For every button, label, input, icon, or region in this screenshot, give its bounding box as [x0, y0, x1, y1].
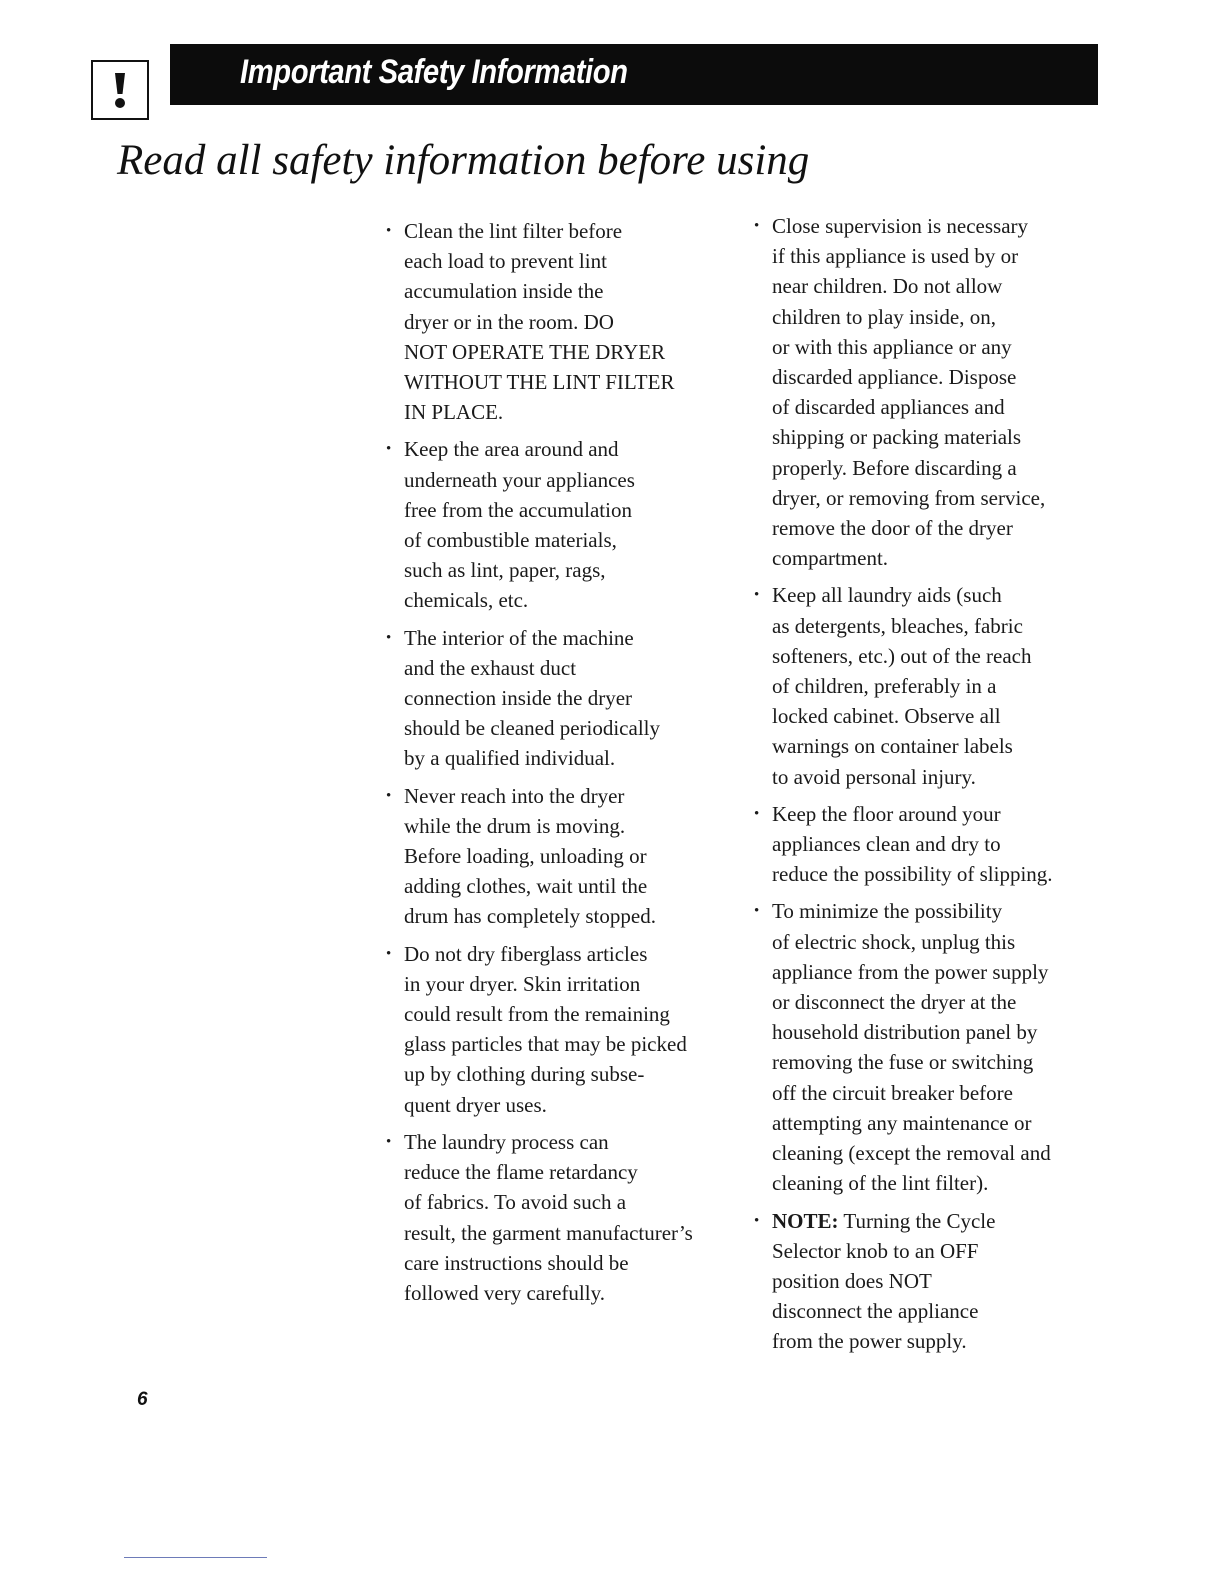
warning-box [91, 60, 149, 120]
list-item-line: could result from the remaining [404, 1002, 670, 1027]
list-item-line: shipping or packing materials [772, 425, 1022, 450]
list-item-line: drum has completely stopped. [404, 904, 656, 929]
list-item-line: each load to prevent lint [404, 249, 607, 274]
list-item [386, 623, 756, 774]
list-item-line: of fabrics. To avoid such a [404, 1190, 627, 1215]
list-item-line: care instructions should be [404, 1250, 629, 1275]
bullet-icon: • [386, 223, 392, 239]
list-item-line: Keep the area around and [404, 437, 619, 462]
page-heading: Read all safety information before using [117, 137, 810, 184]
list-item-line: as detergents, bleaches, fabric [772, 613, 1023, 638]
list-item-line: if this appliance is used by or [772, 244, 1019, 269]
list-item-line: from the power supply. [772, 1329, 967, 1354]
bullet-icon: • [386, 1133, 392, 1150]
list-item-line: Clean the lint filter before [404, 219, 623, 243]
list-item-line: appliance from the power supply [772, 959, 1049, 984]
exclamation-icon [93, 62, 147, 118]
bullet-icon: • [386, 787, 392, 804]
list-item-line: adding clothes, wait until the [404, 874, 648, 899]
list-item [386, 1127, 756, 1308]
list-item-line: Never reach into the dryer [404, 783, 625, 808]
list-item-line: up by clothing during subse- [404, 1062, 645, 1087]
list-item-line: appliances clean and dry to [772, 832, 1001, 857]
list-item-line: glass particles that may be picked [404, 1032, 687, 1057]
right-column [754, 211, 1124, 1364]
list-item-line: household distribution panel by [772, 1020, 1038, 1045]
list-item-line: removing the fuse or switching [772, 1050, 1034, 1075]
note-label: NOTE: [772, 1208, 839, 1233]
list-item-line: remove the door of the dryer [772, 516, 1013, 541]
list-item [754, 799, 1124, 890]
list-item [386, 434, 756, 615]
list-item-line: reduce the flame retardancy [404, 1160, 638, 1185]
page-number: 6 [137, 1389, 148, 1410]
note-text: Turning the Cycle [843, 1208, 996, 1233]
bullet-icon: • [754, 587, 760, 604]
list-item-line: to avoid personal injury. [772, 764, 976, 789]
list-item-line: IN PLACE. [404, 400, 504, 425]
list-item-line: properly. Before discarding a [772, 455, 1017, 480]
bullet-icon: • [386, 629, 392, 646]
list-item-line: locked cabinet. Observe all [772, 704, 1001, 729]
list-item-line: dryer, or removing from service, [772, 485, 1046, 510]
list-item-line: The laundry process can [404, 1129, 609, 1154]
list-item [754, 211, 1124, 573]
list-item-line: followed very carefully. [404, 1280, 605, 1305]
list-item-line: compartment. [772, 546, 889, 571]
list-item [386, 939, 756, 1120]
list-item-line: off the circuit breaker before [772, 1080, 1013, 1105]
list-item-line: of children, preferably in a [772, 674, 997, 699]
list-item-line: near children. Do not allow [772, 274, 1003, 299]
list-item [386, 781, 756, 932]
list-item-line: cleaning of the lint filter). [772, 1171, 989, 1196]
list-item-line: children to play inside, on, [772, 304, 996, 329]
list-item-line: of discarded appliances and [772, 395, 1005, 420]
list-item-line: Selector knob to an OFF [772, 1238, 979, 1263]
list-item-line: Close supervision is necessary [772, 214, 1029, 238]
list-item-line: discarded appliance. Dispose [772, 365, 1017, 390]
list-item-line: reduce the possibility of slipping. [772, 862, 1053, 887]
list-item-line: connection inside the dryer [404, 686, 633, 711]
bullet-icon: • [754, 805, 760, 822]
list-item-line: cleaning (except the removal and [772, 1141, 1051, 1166]
list-item-line: in your dryer. Skin irritation [404, 971, 641, 996]
list-item-line: NOT OPERATE THE DRYER [404, 339, 666, 364]
list-item-line: result, the garment manufacturer’s [404, 1220, 693, 1245]
list-item-line: attempting any maintenance or [772, 1110, 1032, 1135]
list-item-line: such as lint, paper, rags, [404, 558, 606, 583]
bullet-icon: • [754, 1212, 760, 1229]
list-item-line: of combustible materials, [404, 528, 617, 553]
list-item-line: while the drum is moving. [404, 813, 626, 838]
list-item [754, 896, 1124, 1198]
list-item [754, 580, 1124, 791]
bullet-icon: • [386, 945, 392, 962]
list-item-line: Before loading, unloading or [404, 844, 647, 869]
header-banner [170, 44, 1098, 105]
list-item-line: chemicals, etc. [404, 588, 529, 613]
list-item-line: Keep the floor around your [772, 801, 1001, 826]
list-item-line: underneath your appliances [404, 467, 635, 492]
bullet-icon: • [754, 218, 760, 234]
bullet-icon: • [386, 441, 392, 458]
list-item-line: WITHOUT THE LINT FILTER [404, 370, 675, 395]
list-item-line: disconnect the appliance [772, 1299, 979, 1324]
list-item-line: should be cleaned periodically [404, 716, 660, 741]
left-column [386, 216, 756, 1315]
list-item-line: warnings on container labels [772, 734, 1013, 759]
list-item-line: quent dryer uses. [404, 1092, 547, 1117]
list-item [386, 216, 756, 427]
banner-title: Important Safety Information [240, 53, 628, 91]
list-item-line: dryer or in the room. DO [404, 309, 614, 334]
list-item-line: The interior of the machine [404, 625, 634, 650]
bullet-icon: • [754, 903, 760, 920]
list-item-line: and the exhaust duct [404, 655, 577, 680]
list-item-line: Do not dry fiberglass articles [404, 941, 648, 966]
list-item-line [772, 1206, 1124, 1236]
list-item [754, 1206, 1124, 1357]
list-item-line: accumulation inside the [404, 279, 604, 304]
list-item-line: or with this appliance or any [772, 334, 1012, 359]
list-item-line: free from the accumulation [404, 497, 632, 522]
list-item-line: or disconnect the dryer at the [772, 990, 1017, 1015]
list-item-line: of electric shock, unplug this [772, 929, 1016, 954]
list-item-line: position does NOT [772, 1268, 932, 1293]
list-item-line: To minimize the possibility [772, 899, 1003, 924]
list-item-line: Keep all laundry aids (such [772, 583, 1002, 608]
footer-rule [124, 1557, 267, 1558]
list-item-line: by a qualified individual. [404, 746, 616, 771]
list-item-line: softeners, etc.) out of the reach [772, 643, 1032, 668]
